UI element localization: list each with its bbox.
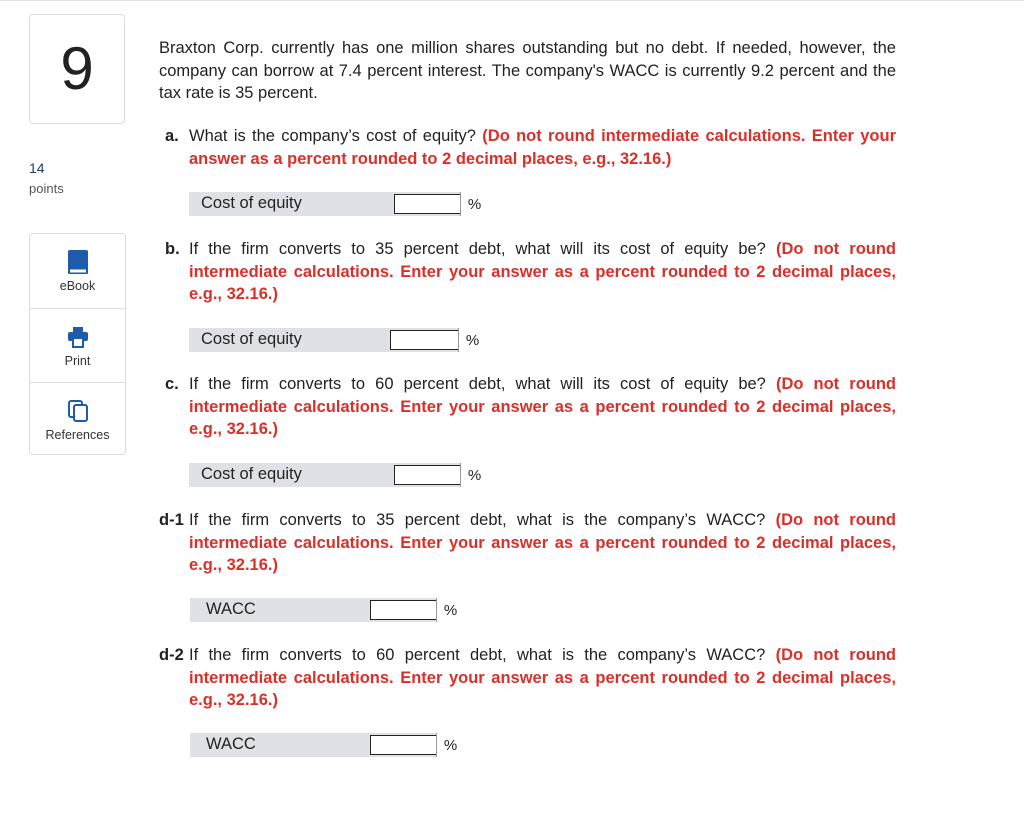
percent-unit: % — [436, 733, 464, 757]
percent-unit: % — [460, 192, 488, 216]
book-icon — [66, 249, 90, 275]
top-divider — [0, 0, 1024, 1]
percent-unit: % — [458, 328, 486, 352]
print-label: Print — [64, 354, 91, 368]
wacc-input-d2[interactable] — [370, 735, 437, 755]
references-label: References — [45, 428, 110, 442]
question-number: 9 — [60, 35, 94, 102]
part-question: If the firm converts to 60 percent debt, what will its cost of equity be? — [189, 375, 766, 393]
part-question: If the firm converts to 60 percent debt, what is the company’s WACC? — [189, 646, 766, 664]
part-instruction: (Do not round intermediate calculations. Enter your answer as a percent rounded to 2 decimal places, e.g., 32.16.) — [189, 511, 897, 574]
field-label: WACC — [206, 600, 256, 618]
part-label: d-1 — [159, 511, 184, 529]
part-text — [189, 509, 896, 577]
field-label: Cost of equity — [201, 330, 302, 348]
percent-unit: % — [436, 598, 464, 622]
references-button[interactable] — [30, 382, 125, 457]
print-button[interactable] — [30, 308, 125, 383]
part-text — [189, 373, 896, 441]
part-instruction: (Do not round intermediate calculations. Enter your answer as a percent rounded to 2 decimal places, e.g., 32.16.) — [189, 127, 896, 168]
points-label: points — [29, 181, 64, 196]
part-c — [165, 373, 896, 441]
part-question: If the firm converts to 35 percent debt, what will its cost of equity be? — [189, 240, 766, 258]
part-instruction: (Do not round intermediate calculations. Enter your answer as a percent rounded to 2 decimal places, e.g., 32.16.) — [189, 646, 897, 709]
cost-of-equity-input-c[interactable] — [394, 465, 461, 485]
part-label: c. — [165, 375, 179, 393]
field-label: WACC — [206, 735, 256, 753]
answer-row-b — [189, 328, 486, 352]
part-b — [165, 238, 896, 306]
cost-of-equity-input-b[interactable] — [390, 330, 459, 350]
part-instruction: (Do not round intermediate calculations. Enter your answer as a percent rounded to 2 decimal places, e.g., 32.16.) — [189, 375, 897, 438]
answer-row-d2 — [190, 733, 464, 757]
answer-row-d1 — [190, 598, 464, 622]
question-number-box — [29, 14, 125, 124]
points-value: 14 — [29, 160, 45, 176]
references-icon — [66, 398, 90, 424]
wacc-input-d1[interactable] — [370, 600, 437, 620]
part-question: If the firm converts to 35 percent debt, what is the company’s WACC? — [189, 511, 766, 529]
part-label: d-2 — [159, 646, 184, 664]
ebook-button[interactable] — [30, 234, 125, 308]
problem-statement: Braxton Corp. currently has one million shares outstanding but no debt. If needed, however, the company can borrow at 7.4 percent interest. The company's WACC is currently 9.2 percent and the tax rate is 35 percent. — [159, 39, 896, 102]
answer-row-c — [189, 463, 488, 487]
tools-panel — [29, 233, 126, 455]
part-text — [189, 125, 896, 170]
printer-icon — [66, 324, 90, 350]
answer-row-a — [189, 192, 488, 216]
part-d1 — [159, 509, 896, 577]
part-label: b. — [165, 240, 180, 258]
field-label: Cost of equity — [201, 194, 302, 212]
field-label: Cost of equity — [201, 465, 302, 483]
part-a — [165, 125, 896, 170]
part-text — [189, 644, 896, 712]
part-d2 — [159, 644, 896, 712]
part-label: a. — [165, 127, 179, 145]
percent-unit: % — [460, 463, 488, 487]
cost-of-equity-input-a[interactable] — [394, 194, 461, 214]
ebook-label: eBook — [59, 279, 96, 293]
part-text — [189, 238, 896, 306]
part-question: What is the company’s cost of equity? — [189, 127, 476, 145]
part-instruction: (Do not round intermediate calculations. Enter your answer as a percent rounded to 2 decimal places, e.g., 32.16.) — [189, 240, 897, 303]
